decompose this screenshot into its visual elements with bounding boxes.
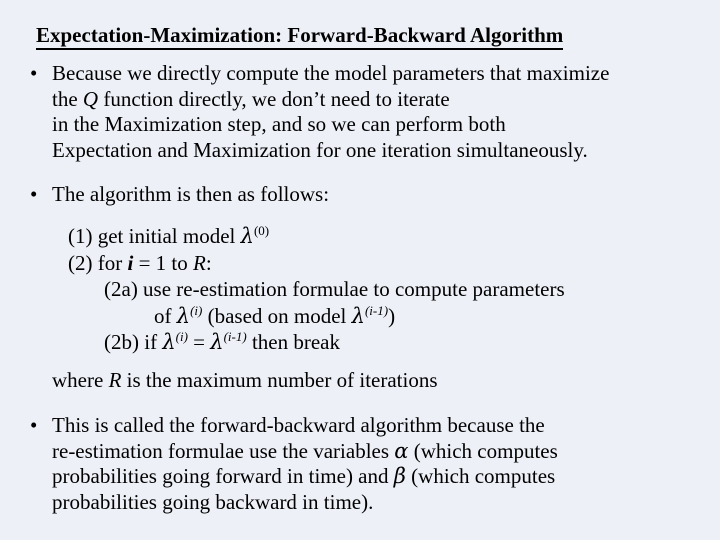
superscript: (i-1) [223, 329, 247, 344]
bullet-dot: • [30, 413, 38, 437]
text-fragment: re-estimation formulae use the variables [52, 438, 395, 463]
step-1 [68, 223, 565, 250]
text-fragment: probabilities going forward in time) and [52, 464, 394, 488]
algorithm-steps [68, 223, 565, 356]
step-2b [68, 329, 565, 356]
variable-r: R [108, 368, 122, 392]
text-fragment: where [52, 368, 109, 392]
text-fragment: (1) get initial model [68, 224, 241, 248]
bullet-1-text [52, 61, 609, 163]
where-note [52, 367, 438, 393]
superscript: (0) [253, 223, 270, 238]
superscript: (i-1) [364, 302, 389, 318]
text-fragment: : [205, 250, 212, 275]
bullet-dot: • [30, 182, 38, 206]
bullet-3-line-2 [52, 439, 558, 465]
lambda-symbol: λ [176, 303, 191, 328]
bullet-point-3 [30, 413, 558, 515]
variable-r: R [193, 250, 206, 275]
bullet-2-text: The algorithm is then as follows: [52, 182, 330, 206]
text-fragment: of [154, 303, 177, 328]
text-fragment: (2) for [68, 250, 128, 275]
lambda-symbol: λ [351, 303, 365, 328]
bullet-3-text [52, 413, 558, 515]
q-function-symbol: Q [82, 86, 99, 111]
text-fragment: is the maximum number of iterations [121, 368, 438, 392]
beta-symbol: β [393, 464, 406, 488]
bullet-1-line-3: in the Maximization step, and so we can perform both [52, 112, 506, 136]
text-fragment: function directly, we don’t need to iterate [98, 86, 450, 111]
bullet-dot: • [30, 61, 38, 85]
text-fragment: (which computes [405, 464, 556, 488]
bullet-3-line-3 [52, 464, 558, 490]
lambda-symbol: λ [240, 224, 254, 248]
alpha-symbol: α [394, 438, 409, 463]
bullet-1-line-1: Because we directly compute the model parameters that maximize [52, 61, 610, 85]
text-fragment: (based on model [202, 303, 352, 328]
lambda-symbol: λ [210, 330, 224, 354]
slide-title: Expectation-Maximization: Forward-Backward Algorithm [36, 23, 563, 50]
text-fragment: (2b) if [104, 330, 163, 354]
step-2 [68, 250, 565, 277]
text-fragment: = [187, 330, 211, 354]
bullet-1-line-4: Expectation and Maximization for one iteration simultaneously. [52, 137, 588, 162]
lambda-symbol: λ [162, 330, 176, 354]
text-fragment: (which computes [408, 438, 558, 463]
text-fragment: = 1 to [133, 250, 194, 275]
step-2a-continued [68, 303, 565, 330]
bullet-1-line-2 [52, 87, 609, 113]
variable-i: i [127, 250, 134, 275]
superscript: (i) [175, 329, 188, 344]
text-fragment: the [52, 86, 83, 111]
superscript: (i) [190, 302, 203, 318]
bullet-3-line-4: probabilities going backward in time). [52, 489, 374, 514]
text-fragment: then break [246, 330, 340, 354]
step-2a: (2a) use re-estimation formulae to compute parameters [104, 277, 565, 301]
bullet-point-1 [30, 61, 609, 163]
bullet-3-line-1: This is called the forward-backward algorithm because the [52, 413, 545, 437]
bullet-point-2 [30, 182, 329, 208]
text-fragment: ) [388, 303, 396, 328]
